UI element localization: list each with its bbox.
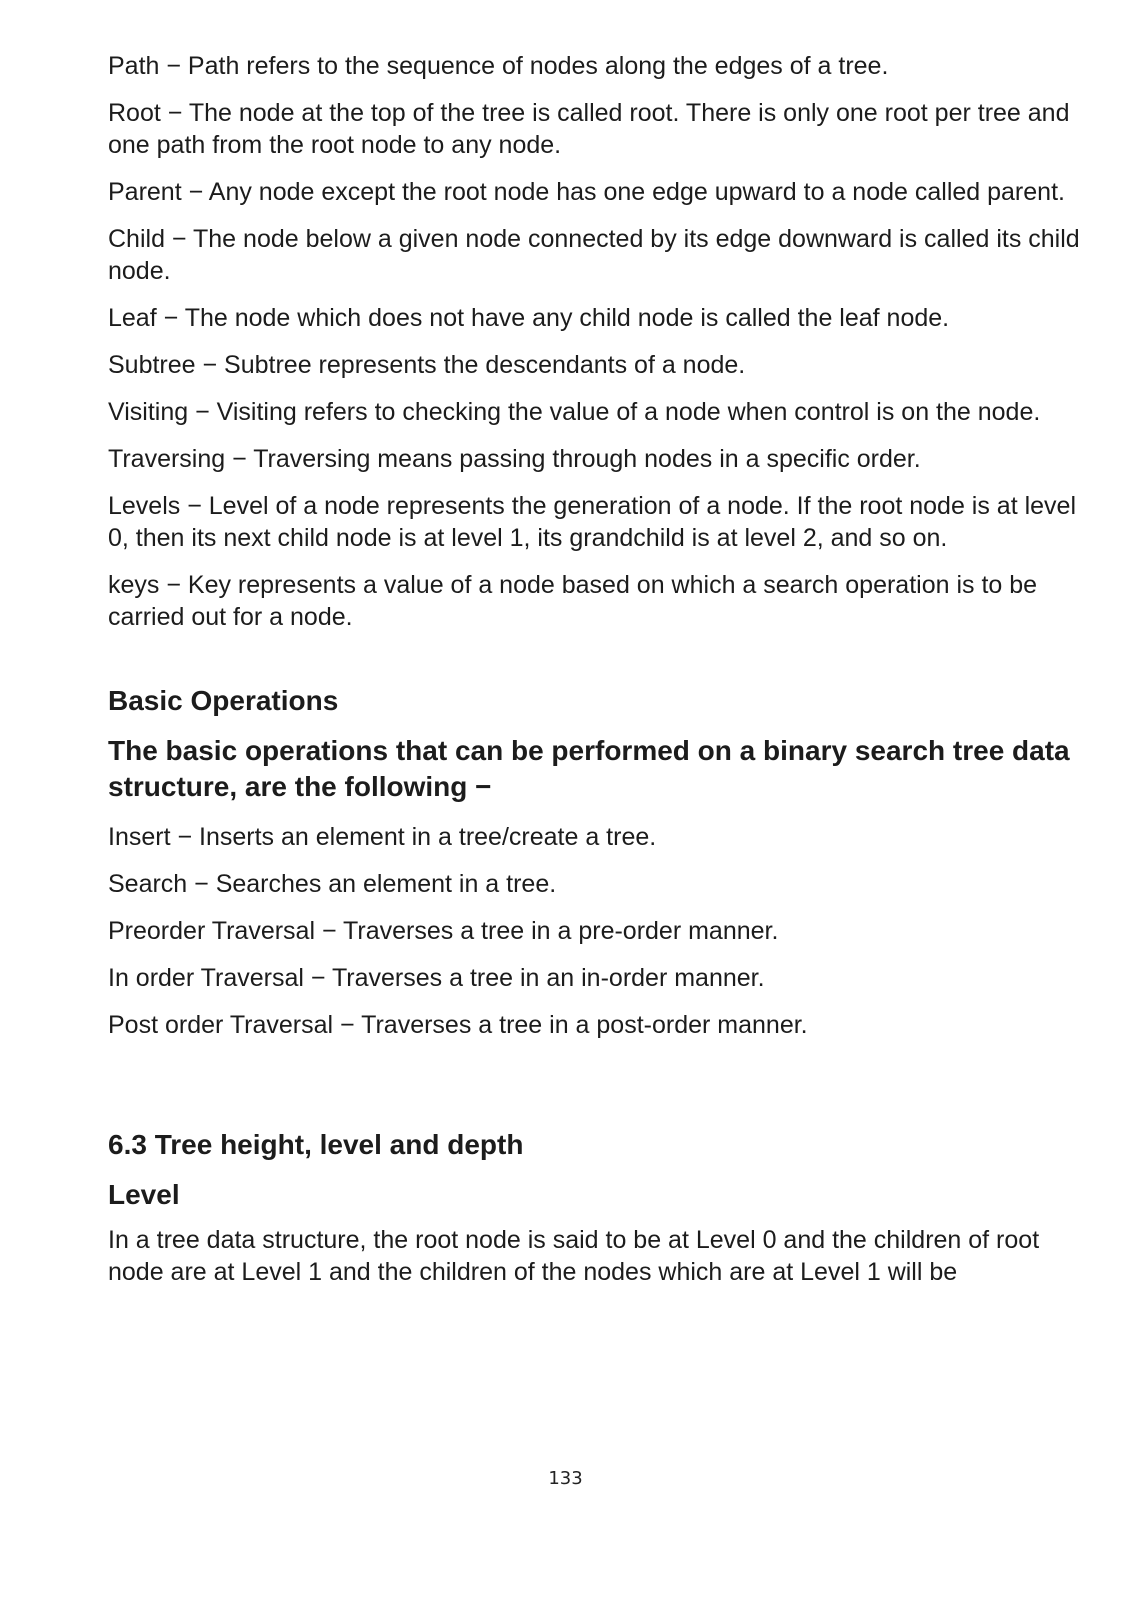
operation-search: Search − Searches an element in a tree. xyxy=(108,870,557,898)
level-heading: Level xyxy=(108,1179,180,1210)
definition-keys: keys − Key represents a value of a node based on which a search operation is to be carried out for a node. xyxy=(108,571,1038,631)
page-number: 133 xyxy=(548,1468,583,1489)
operation-insert: Insert − Inserts an element in a tree/create a tree. xyxy=(108,823,657,851)
definition-subtree: Subtree − Subtree represents the descendants of a node. xyxy=(108,351,746,379)
definition-traversing: Traversing − Traversing means passing through nodes in a specific order. xyxy=(108,445,921,473)
operation-postorder: Post order Traversal − Traverses a tree in a post-order manner. xyxy=(108,1011,808,1039)
level-paragraph: In a tree data structure, the root node is said to be at Level 0 and the children of root node are at Level 1 and the children of the nodes which are at Level 1 will be xyxy=(108,1226,1040,1286)
definition-parent: Parent − Any node except the root node has one edge upward to a node called parent. xyxy=(108,178,1065,206)
section-6-3-heading: 6.3 Tree height, level and depth xyxy=(108,1129,524,1160)
page-content xyxy=(108,50,1088,1303)
operation-preorder: Preorder Traversal − Traverses a tree in a pre-order manner. xyxy=(108,917,779,945)
basic-operations-subheading: The basic operations that can be performed on a binary search tree data structure, are the following − xyxy=(108,735,1070,802)
definition-visiting: Visiting − Visiting refers to checking the value of a node when control is on the node. xyxy=(108,398,1041,426)
definition-root: Root − The node at the top of the tree is called root. There is only one root per tree and one path from the root node to any node. xyxy=(108,99,1070,159)
basic-operations-heading: Basic Operations xyxy=(108,685,339,716)
definition-leaf: Leaf − The node which does not have any child node is called the leaf node. xyxy=(108,304,950,332)
definition-child: Child − The node below a given node connected by its edge downward is called its child node. xyxy=(108,225,1080,285)
operation-inorder: In order Traversal − Traverses a tree in an in-order manner. xyxy=(108,964,765,992)
definition-levels: Levels − Level of a node represents the generation of a node. If the root node is at level 0, then its next child node is at level 1, its grandchild is at level 2, and so on. xyxy=(108,492,1077,552)
definition-path: Path − Path refers to the sequence of nodes along the edges of a tree. xyxy=(108,52,889,80)
